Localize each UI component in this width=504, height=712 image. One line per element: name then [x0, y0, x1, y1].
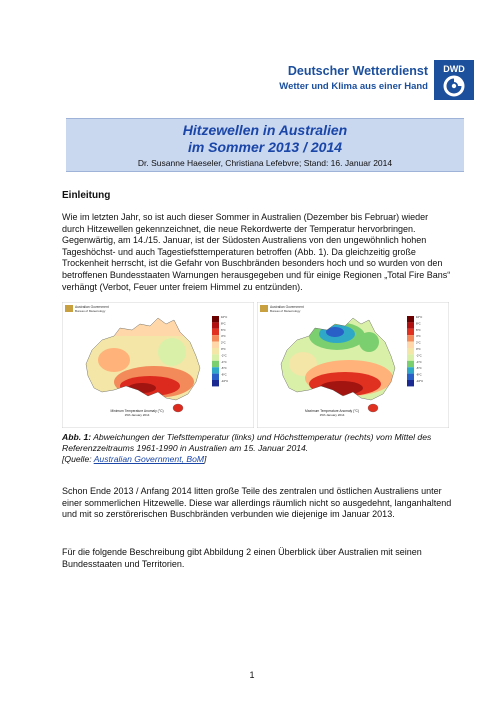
- map1-bureau: Bureau of Meteorology: [75, 309, 106, 313]
- max-temp-anomaly-map: [257, 302, 449, 428]
- map1-legend-tick: 6°C: [221, 327, 226, 332]
- dwd-emblem-icon: [434, 60, 474, 100]
- body-paragraph: Schon Ende 2013 / Anfang 2014 litten große Teile des zentralen und östlichen Australiens unter einer sommerlichen Hitzewelle. Diese war allerdings räumlich nicht so ausgedehnt, langanhaltend und mit so zerstörerischen Buschbränden verbunden wie diejenige im Januar 2013.: [62, 486, 452, 520]
- map1-date: 15th January 2014: [124, 413, 150, 417]
- map2-legend-tick: 4°C: [416, 334, 421, 339]
- map2-legend-tick: -6°C: [416, 366, 422, 371]
- map2-bureau: Bureau of Meteorology: [270, 309, 301, 313]
- body-paragraph: Für die folgende Beschreibung gibt Abbildung 2 einen Überblick über Australien mit seinen Bundesstaaten und Territorien.: [62, 547, 422, 569]
- min-temp-anomaly-map: [62, 302, 254, 428]
- map2-legend-tick: 10°C: [416, 315, 423, 319]
- map2-date: 15th January 2014: [319, 413, 345, 417]
- title-box: [66, 118, 464, 172]
- map1-legend-tick: -8°C: [221, 372, 227, 377]
- map2-title: Maximum Temperature Anomaly (°C): [304, 409, 360, 413]
- logo-line1: Deutscher Wetterdienst: [287, 64, 428, 78]
- figure-caption: [62, 432, 454, 465]
- map1-legend-tick: 4°C: [221, 334, 226, 339]
- map1-title: Minimum Temperature Anomaly (°C): [110, 409, 164, 413]
- map2-legend: [407, 316, 414, 386]
- intro-paragraph: Wie im letzten Jahr, so ist auch dieser Sommer in Australien (Dezember bis Februar) wieder durch Hitzewellen gekennzeichnet, die neue Rekordwerte der Temperatur hervorbringen. Gegenwärtig, am 14./15. Januar, ist der Südosten Australiens von den ungewöhnlich hohen Tageshöchst- und auch Tagestiefsttemperaturen betroffen (Abb. 1). Da gleichzeitig große Trockenheit herrscht, ist die Gefahr von Buschbränden besonders hoch und so wurden von den betroffenen Bundesstaaten Warnungen herausgegeben und für einige Regionen „Total Fire Bans“ verhängt (Verbot, Feuer unter freiem Himmel zu entzünden).: [62, 212, 451, 292]
- map1-legend: [212, 316, 219, 386]
- map2-legend-tick: 0°C: [416, 347, 421, 351]
- map1-legend-tick: -6°C: [221, 366, 227, 371]
- dwd-logo: [258, 60, 474, 100]
- caption-source-suffix: ]: [204, 454, 207, 464]
- map2-legend-tick: 2°C: [416, 340, 421, 345]
- map1-legend-tick: 8°C: [221, 321, 226, 326]
- map1-legend-tick: 0°C: [221, 347, 226, 351]
- map2-legend-tick: -10°C: [416, 379, 424, 383]
- authors-line: Dr. Susanne Haeseler, Christiana Lefebvre; Stand: 16. Januar 2014: [137, 158, 393, 168]
- source-link[interactable]: Australian Government, BoM: [93, 454, 205, 464]
- map1-legend-tick: -2°C: [221, 353, 227, 358]
- bom-crest-icon: [65, 305, 73, 312]
- map1-legend-tick: 10°C: [221, 315, 228, 319]
- page-title-line2: im Sommer 2013 / 2014: [187, 139, 343, 155]
- map2-legend-tick: -4°C: [416, 359, 422, 364]
- logo-mark-text: DWD: [443, 64, 465, 74]
- section-heading: Einleitung: [62, 190, 111, 201]
- caption-source-prefix: [Quelle:: [62, 454, 94, 464]
- caption-text: Abweichungen der Tiefsttemperatur (links) und Höchsttemperatur (rechts) vom Mittel des Referenzzeitraums 1961-1990 in Australien am 15. Januar 2014.: [62, 432, 432, 453]
- map2-legend-tick: 8°C: [416, 321, 421, 326]
- page-number: 1: [249, 670, 255, 680]
- bom-crest-icon: [260, 305, 268, 312]
- map2-org: Australian Government: [270, 305, 304, 309]
- logo-line2: Wetter und Klima aus einer Hand: [279, 81, 428, 92]
- map2-legend-tick: -2°C: [416, 353, 422, 358]
- map2-legend-tick: -8°C: [416, 372, 422, 377]
- map1-legend-tick: -4°C: [221, 359, 227, 364]
- map2-legend-tick: 6°C: [416, 327, 421, 332]
- map1-legend-tick: -10°C: [221, 379, 229, 383]
- page-title-line1: Hitzewellen in Australien: [182, 122, 348, 138]
- map1-legend-tick: 2°C: [221, 340, 226, 345]
- map1-org: Australian Government: [75, 305, 109, 309]
- caption-lead: Abb. 1:: [62, 432, 92, 442]
